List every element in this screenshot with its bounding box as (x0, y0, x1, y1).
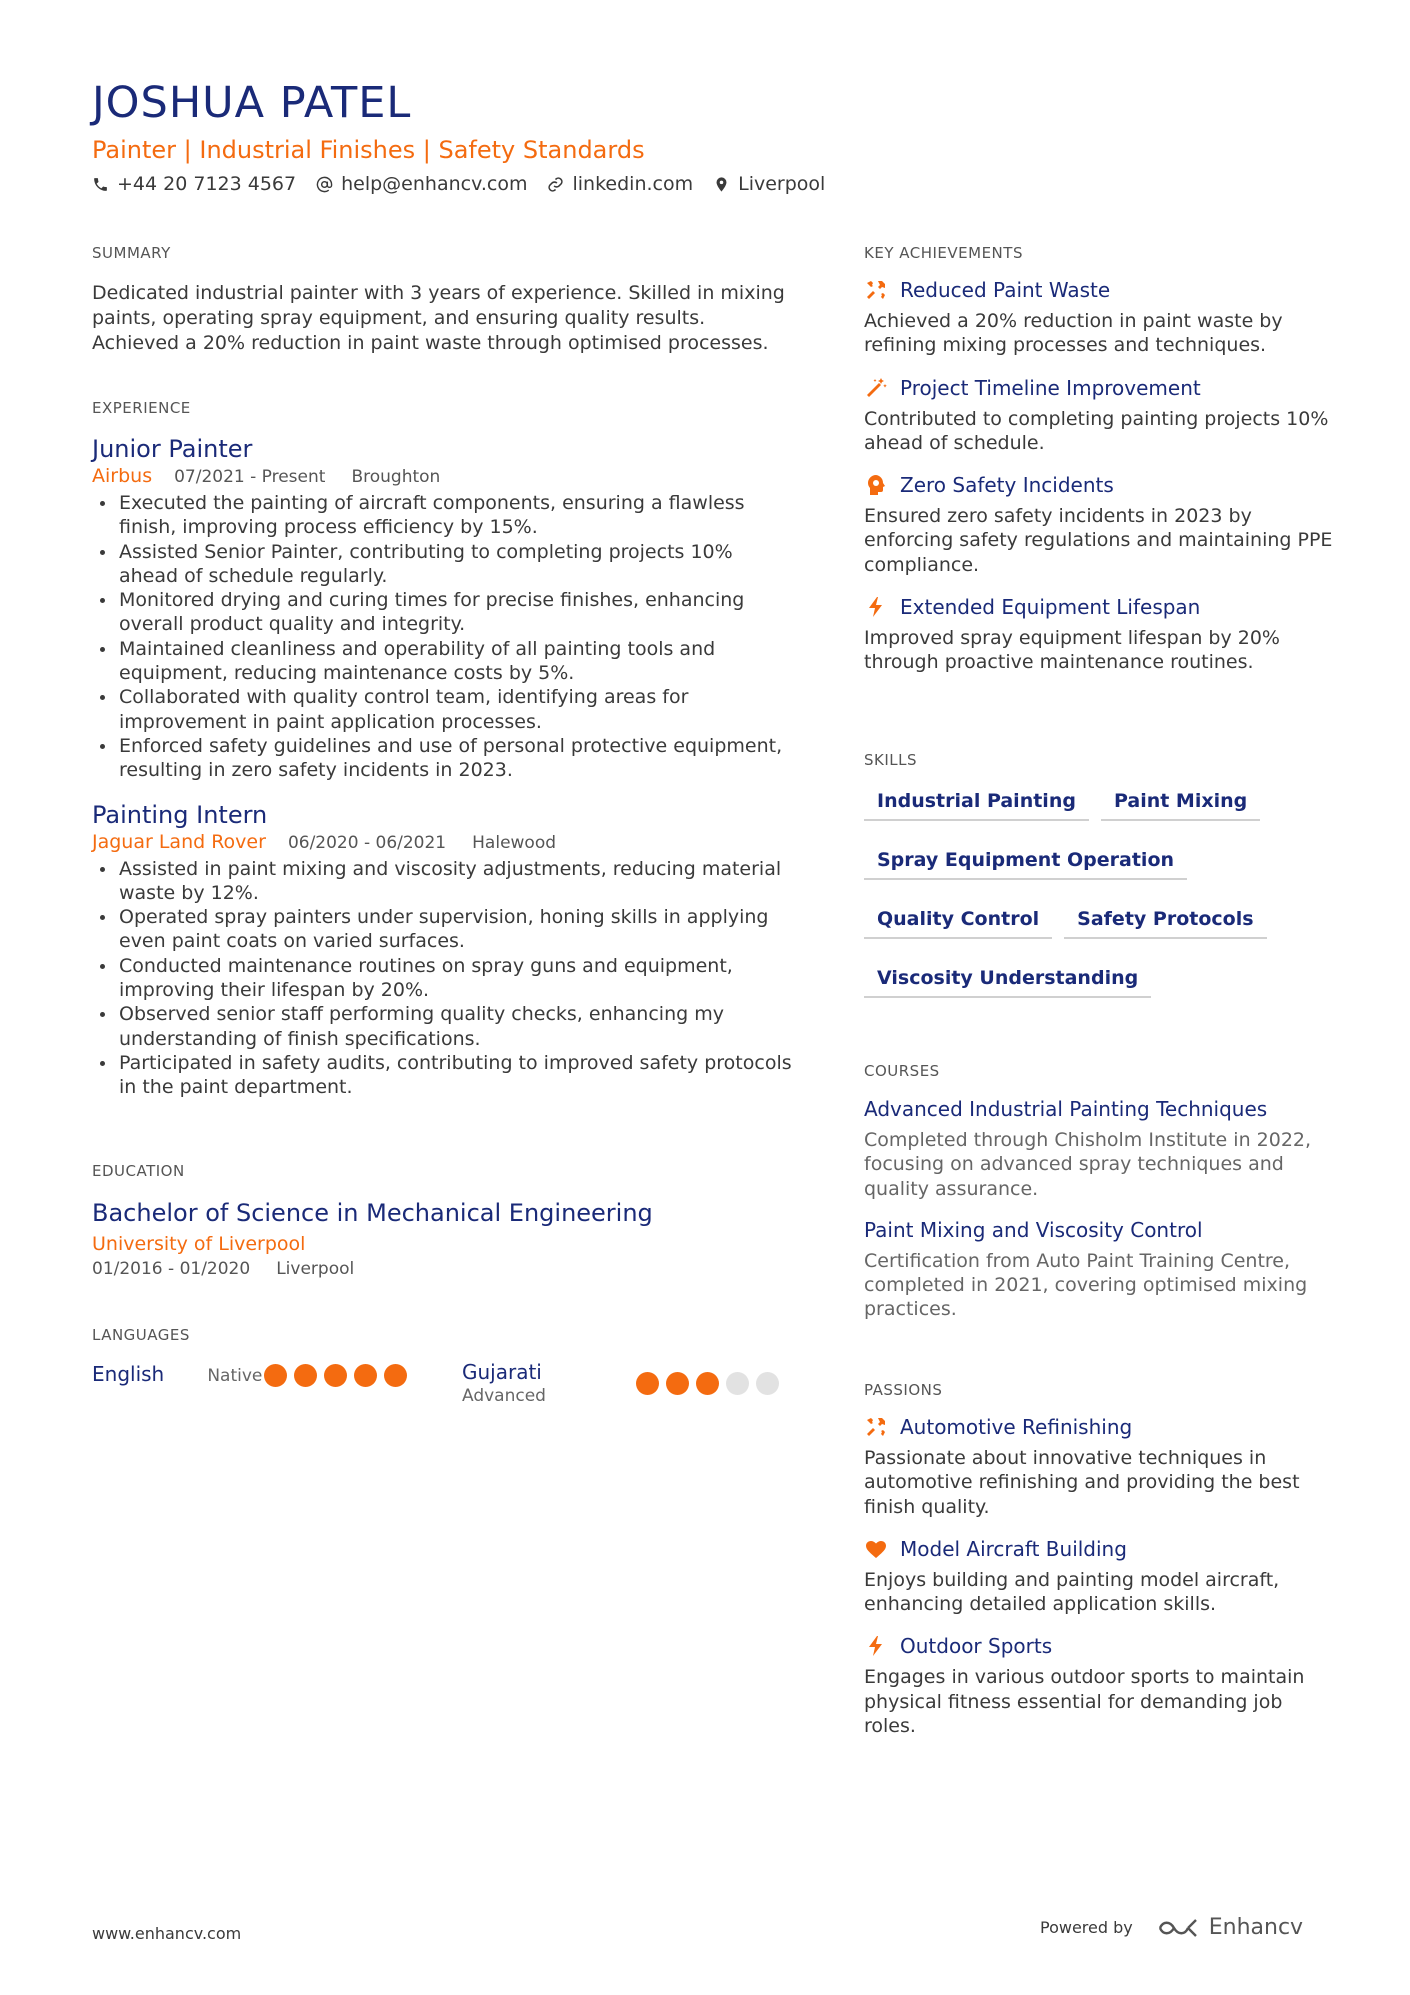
footer-website[interactable]: www.enhancv.com (92, 1924, 242, 1943)
contact-email[interactable] (316, 173, 527, 195)
section-title: COURSES (864, 1062, 940, 1080)
language-rating (636, 1372, 779, 1395)
achievement-item (864, 473, 1333, 577)
section-title: PASSIONS (864, 1381, 943, 1399)
achievement-title: Zero Safety Incidents (900, 473, 1114, 498)
education-location: Liverpool (276, 1259, 355, 1279)
rating-dot (636, 1372, 659, 1395)
contact-location (713, 173, 825, 195)
achievement-desc: Contributed to completing painting projects 10% ahead of schedule. (864, 407, 1329, 454)
rating-dot (666, 1372, 689, 1395)
tools-icon (864, 278, 888, 302)
rating-dot (696, 1372, 719, 1395)
job-company: Jaguar Land Rover (92, 830, 266, 853)
job-meta (92, 831, 792, 853)
passion-title: Outdoor Sports (900, 1634, 1053, 1659)
candidate-name: JOSHUA PATEL (92, 78, 412, 128)
job-entry (92, 435, 792, 783)
section-title: SKILLS (864, 751, 918, 769)
job-title: Junior Painter (92, 435, 253, 463)
language-level: Native (207, 1366, 263, 1386)
education-section (92, 1162, 792, 1279)
course-desc: Certification from Auto Paint Training Centre, completed in 2021, covering optimised mixing practices. (864, 1249, 1308, 1321)
footer-branding (1040, 1915, 1303, 1940)
job-title: Painting Intern (92, 800, 268, 829)
bullet-item: Operated spray painters under supervision, honing skills in applying even paint coats on varied surfaces. (92, 905, 792, 954)
course-title: Paint Mixing and Viscosity Control (864, 1217, 1203, 1242)
languages-section (92, 1326, 792, 1406)
job-meta (92, 465, 792, 487)
achievement-item (864, 375, 1329, 456)
bullet-item: Participated in safety audits, contributing to improved safety protocols in the paint department. (92, 1051, 792, 1100)
bullet-item: Enforced safety guidelines and use of personal protective equipment, resulting in zero safety incidents in 2023. (92, 734, 792, 783)
achievement-item (864, 595, 1324, 675)
skill-tag: Quality Control (864, 901, 1052, 939)
job-location: Halewood (472, 832, 557, 853)
rating-dot (726, 1372, 749, 1395)
job-entry (92, 801, 792, 1100)
contact-bar (92, 173, 825, 195)
education-meta (92, 1259, 792, 1279)
language-level: Advanced (462, 1386, 546, 1406)
contact-phone[interactable] (92, 173, 296, 195)
passion-item (864, 1415, 1334, 1519)
location-pin-icon (713, 176, 730, 193)
section-title: SUMMARY (92, 244, 171, 262)
email-text: help@enhancv.com (341, 173, 528, 195)
bullet-item: Conducted maintenance routines on spray guns and equipment, improving their lifespan by 20%. (92, 954, 792, 1003)
powered-by-label: Powered by (1040, 1918, 1133, 1937)
course-desc: Completed through Chisholm Institute in 2022, focusing on advanced spray techniques and quality assurance. (864, 1129, 1312, 1200)
education-dates: 01/2016 - 01/2020 (92, 1259, 251, 1279)
achievements-section (864, 244, 1333, 675)
achievement-desc: Improved spray equipment lifespan by 20% through proactive maintenance routines. (864, 627, 1280, 674)
job-location: Broughton (351, 467, 441, 487)
magic-wand-icon (864, 376, 888, 400)
achievement-desc: Ensured zero safety incidents in 2023 by enforcing safety regulations and maintaining PPE compliance. (864, 505, 1333, 576)
section-title: KEY ACHIEVEMENTS (864, 244, 1023, 262)
bullet-item: Executed the painting of aircraft components, ensuring a flawless finish, improving process efficiency by 15%. (92, 491, 792, 540)
rating-dot (264, 1364, 287, 1387)
education-school: University of Liverpool (92, 1233, 306, 1255)
job-bullets (92, 491, 792, 783)
language-name: English (92, 1362, 165, 1386)
experience-section (92, 399, 792, 1100)
rating-dot (384, 1364, 407, 1387)
section-title: EDUCATION (92, 1162, 185, 1180)
linkedin-text: linkedin.com (572, 173, 694, 195)
passion-title: Automotive Refinishing (900, 1415, 1133, 1439)
language-name: Gujarati (462, 1360, 542, 1384)
bullet-item: Assisted in paint mixing and viscosity adjustments, reducing material waste by 12%. (92, 857, 792, 906)
passion-title: Model Aircraft Building (900, 1536, 1127, 1561)
skill-tag: Safety Protocols (1064, 901, 1266, 939)
heart-icon (864, 1537, 888, 1561)
passion-desc: Engages in various outdoor sports to maintain physical fitness essential for demanding job roles. (864, 1666, 1305, 1738)
course-title: Advanced Industrial Painting Techniques (864, 1097, 1268, 1121)
enhancv-logo-icon (1157, 1916, 1203, 1940)
head-brain-icon (864, 473, 888, 497)
right-column (864, 244, 1333, 1738)
bullet-item: Collaborated with quality control team, identifying areas for improvement in paint application processes. (92, 685, 792, 734)
courses-section (864, 1062, 1334, 1322)
achievement-title: Project Timeline Improvement (900, 375, 1201, 400)
language-rating (264, 1364, 407, 1387)
headline: Painter | Industrial Finishes | Safety Standards (92, 136, 645, 164)
skills-section (864, 751, 1324, 998)
skill-tag: Paint Mixing (1101, 783, 1260, 821)
language-item (462, 1360, 546, 1406)
summary-text: Dedicated industrial painter with 3 years of experience. Skilled in mixing paints, operating spray equipment, and ensuring quality results. Achieved a 20% reduction in paint waste through optimised processes. (92, 282, 785, 354)
at-icon (316, 176, 333, 193)
passion-item (864, 1537, 1334, 1617)
phone-icon (92, 176, 109, 193)
job-dates: 07/2021 - Present (174, 467, 326, 487)
course-item (864, 1218, 1334, 1322)
rating-dot (354, 1364, 377, 1387)
location-text: Liverpool (738, 173, 826, 195)
skill-tag: Industrial Painting (864, 783, 1089, 821)
achievement-title: Reduced Paint Waste (900, 278, 1111, 302)
skill-tag: Spray Equipment Operation (864, 842, 1187, 880)
bullet-item: Assisted Senior Painter, contributing to completing projects 10% ahead of schedule regularly. (92, 540, 792, 589)
lightning-icon (864, 595, 888, 619)
section-title: EXPERIENCE (92, 399, 191, 417)
rating-dot (294, 1364, 317, 1387)
skills-list (864, 783, 1294, 998)
brand-logo[interactable] (1157, 1915, 1303, 1940)
passion-desc: Enjoys building and painting model aircraft, enhancing detailed application skills. (864, 1568, 1280, 1616)
passion-item (864, 1634, 1334, 1738)
rating-dot (756, 1372, 779, 1395)
tools-icon (864, 1415, 888, 1439)
bullet-item: Observed senior staff performing quality checks, enhancing my understanding of finish specifications. (92, 1002, 792, 1051)
lightning-icon (864, 1634, 888, 1658)
passions-section (864, 1381, 1334, 1738)
left-column (92, 244, 792, 1406)
job-company: Airbus (92, 465, 153, 487)
language-item (92, 1362, 262, 1386)
bullet-item: Maintained cleanliness and operability of all painting tools and equipment, reducing maintenance costs by 5%. (92, 637, 792, 686)
phone-text: +44 20 7123 4567 (117, 173, 297, 195)
bullet-item: Monitored drying and curing times for precise finishes, enhancing overall product quality and integrity. (92, 588, 792, 637)
achievement-item (864, 278, 1324, 358)
summary-section (92, 244, 792, 356)
skill-tag: Viscosity Understanding (864, 960, 1151, 998)
achievement-title: Extended Equipment Lifespan (900, 595, 1201, 620)
course-item (864, 1097, 1334, 1201)
rating-dot (324, 1364, 347, 1387)
job-bullets (92, 857, 792, 1100)
passion-desc: Passionate about innovative techniques in automotive refinishing and providing the best finish quality. (864, 1447, 1300, 1518)
education-degree: Bachelor of Science in Mechanical Engineering (92, 1199, 653, 1227)
achievement-desc: Achieved a 20% reduction in paint waste by refining mixing processes and techniques. (864, 310, 1283, 357)
link-icon (547, 176, 564, 193)
brand-name: Enhancv (1208, 1915, 1304, 1940)
contact-linkedin[interactable] (547, 173, 693, 195)
job-dates: 06/2020 - 06/2021 (287, 832, 447, 853)
section-title: LANGUAGES (92, 1326, 190, 1344)
